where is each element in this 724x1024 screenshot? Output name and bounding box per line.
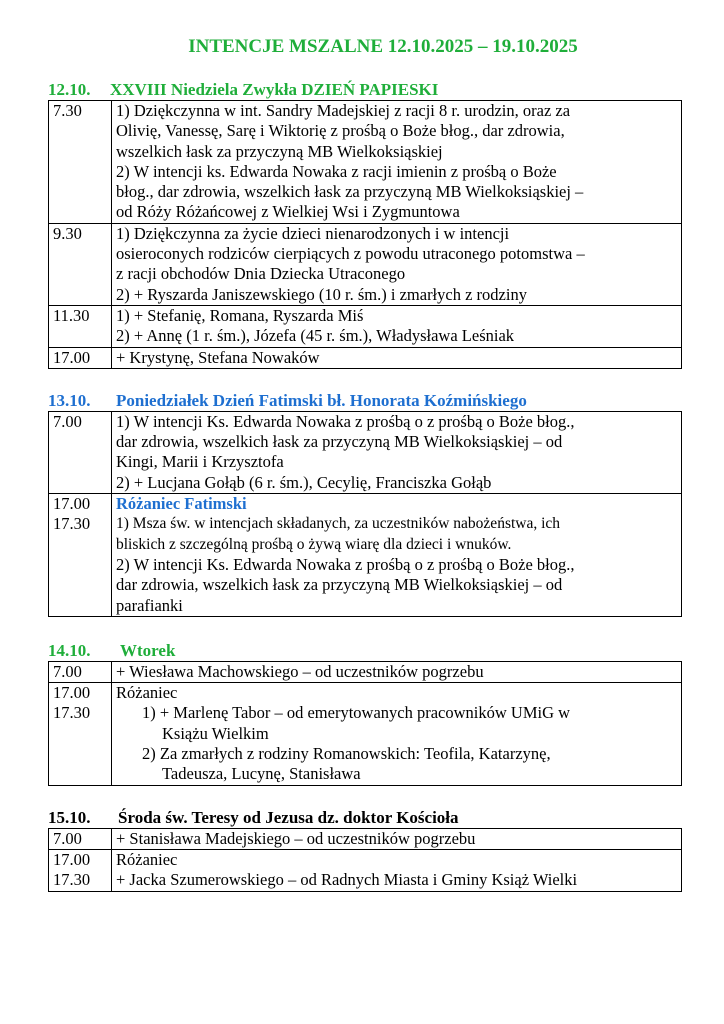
intention-line: + Jacka Szumerowskiego – od Radnych Miasta i Gminy Książ Wielki <box>116 870 578 890</box>
table-row <box>49 223 682 305</box>
page-title: INTENCJE MSZALNE 12.10.2025 – 19.10.2025 <box>188 36 578 57</box>
intention-line: + Wiesława Machowskiego – od uczestników pogrzebu <box>116 661 484 681</box>
mass-time: 7.00 <box>53 411 82 431</box>
intentions-table-14-10 <box>48 661 682 786</box>
mass-time: 17.30 <box>53 514 91 534</box>
mass-time: 17.00 <box>53 347 91 367</box>
time-cell <box>49 305 112 347</box>
day-heading-15-10 <box>48 808 682 828</box>
intention-cell <box>112 849 682 891</box>
intention-line: Tadeusza, Lucynę, Stanisława <box>162 764 361 784</box>
day-name: Wtorek <box>120 640 176 660</box>
table-row <box>49 101 682 224</box>
intentions-table-12-10 <box>48 100 682 369</box>
intention-line: wszelkich łask za przyczyną MB Wielkoksiąskiej <box>116 141 443 161</box>
table-row <box>49 411 682 493</box>
day-name: Środa św. Teresy od Jezusa dz. doktor Kościoła <box>118 807 459 827</box>
intention-cell <box>112 411 682 493</box>
time-cell <box>49 101 112 224</box>
intentions-table-13-10 <box>48 411 682 617</box>
intention-line: 1) + Marlenę Tabor – od emerytowanych pracowników UMiG w <box>142 703 571 723</box>
day-date: 13.10. <box>48 390 91 410</box>
time-cell <box>49 494 112 617</box>
intentions-table-15-10 <box>48 828 682 892</box>
table-row <box>49 305 682 347</box>
intention-line: 1) Dziękczynna za życie dzieci nienarodzonych i w intencji <box>116 223 510 243</box>
day-name: Poniedziałek Dzień Fatimski bł. Honorata Koźmińskiego <box>116 390 527 410</box>
mass-time: 11.30 <box>53 305 90 325</box>
table-row <box>49 494 682 617</box>
intention-line: + Krystynę, Stefana Nowaków <box>116 347 320 367</box>
mass-time: 7.30 <box>53 101 82 120</box>
intention-line: 2) Za zmarłych z rodziny Romanowskich: Teofila, Katarzynę, <box>142 744 551 764</box>
time-cell <box>49 411 112 493</box>
intention-cell <box>112 828 682 849</box>
day-name: XXVIII Niedziela Zwykła DZIEŃ PAPIESKI <box>110 80 439 99</box>
intention-line: 2) W intencji Ks. Edwarda Nowaka z prośbą o z prośbą o Boże błog., <box>116 554 575 574</box>
table-row <box>49 683 682 785</box>
intention-line: dar zdrowia, wszelkich łask za przyczyną MB Wielkoksiąskiej – od <box>116 575 563 595</box>
intention-cell <box>112 101 682 224</box>
intention-line: parafianki <box>116 595 183 615</box>
intention-cell <box>112 347 682 368</box>
intention-line: 1) + Stefanię, Romana, Ryszarda Miś <box>116 305 364 325</box>
intention-line: Kingi, Marii i Krzysztofa <box>116 452 284 472</box>
mass-time: 9.30 <box>53 223 82 243</box>
table-row <box>49 347 682 368</box>
intention-cell <box>112 223 682 305</box>
intention-cell <box>112 494 682 617</box>
day-date: 15.10. <box>48 807 91 827</box>
intention-line: 1) Dziękczynna w int. Sandry Madejskiej z racji 8 r. urodzin, oraz za <box>116 101 571 120</box>
intention-line: + Stanisława Madejskiego – od uczestników pogrzebu <box>116 828 476 848</box>
mass-time: 17.00 <box>53 494 91 514</box>
day-date: 12.10. <box>48 80 91 99</box>
intention-line: dar zdrowia, wszelkich łask za przyczyną MB Wielkoksiąskiej – od <box>116 432 563 452</box>
mass-time: 7.00 <box>53 661 82 681</box>
intention-cell <box>112 661 682 682</box>
intention-line: Różaniec <box>116 683 178 703</box>
intention-line: od Róży Różańcowej z Wielkiej Wsi i Zygmuntowa <box>116 202 460 222</box>
mass-time: 7.00 <box>53 828 82 848</box>
intention-line: 1) W intencji Ks. Edwarda Nowaka z prośbą o z prośbą o Boże błog., <box>116 411 575 431</box>
day-heading-12-10 <box>48 80 682 100</box>
page <box>48 32 682 892</box>
mass-time: 17.00 <box>53 849 91 869</box>
mass-time: 17.30 <box>53 870 91 890</box>
day-date: 14.10. <box>48 640 91 660</box>
time-cell <box>49 347 112 368</box>
intention-cell <box>112 305 682 347</box>
intention-line: 1) Msza św. w intencjach składanych, za uczestników nabożeństwa, ich <box>116 515 561 533</box>
time-cell <box>49 223 112 305</box>
intention-line: osieroconych rodziców cierpiących z powodu utraconego potomstwa – <box>116 244 585 264</box>
intention-line: 2) W intencji ks. Edwarda Nowaka z racji imienin z prośbą o Boże <box>116 161 557 181</box>
intention-line: bliskich z szczególną prośbą o żywą wiarę dla dzieci i wnuków. <box>116 535 512 553</box>
mass-time: 17.00 <box>53 683 91 703</box>
intention-line: 2) + Annę (1 r. śm.), Józefa (45 r. śm.), Władysława Leśniak <box>116 326 515 346</box>
time-cell <box>49 661 112 682</box>
time-cell <box>49 849 112 891</box>
mass-time: 17.30 <box>53 703 91 723</box>
time-cell <box>49 828 112 849</box>
table-row <box>49 828 682 849</box>
table-row <box>49 849 682 891</box>
intention-line: 2) + Ryszarda Janiszewskiego (10 r. śm.) i zmarłych z rodziny <box>116 284 527 304</box>
intention-cell <box>112 683 682 785</box>
intention-line: z racji obchodów Dnia Dziecka Utraconego <box>116 264 406 284</box>
time-cell <box>49 683 112 785</box>
table-row <box>49 661 682 682</box>
day-heading-14-10 <box>48 641 682 661</box>
intention-line: Różaniec <box>116 849 178 869</box>
day-heading-13-10 <box>48 391 682 411</box>
rosary-subtitle: Różaniec Fatimski <box>116 494 247 514</box>
intention-line: 2) + Lucjana Gołąb (6 r. śm.), Cecylię, Franciszka Gołąb <box>116 472 492 492</box>
intention-line: Olivię, Vanessę, Sarę i Wiktorię z prośbą o Boże błog., dar zdrowia, <box>116 121 565 141</box>
intention-line: Książu Wielkim <box>162 723 269 743</box>
intention-line: błog., dar zdrowia, wszelkich łask za przyczyną MB Wielkoksiąskiej – <box>116 182 584 202</box>
